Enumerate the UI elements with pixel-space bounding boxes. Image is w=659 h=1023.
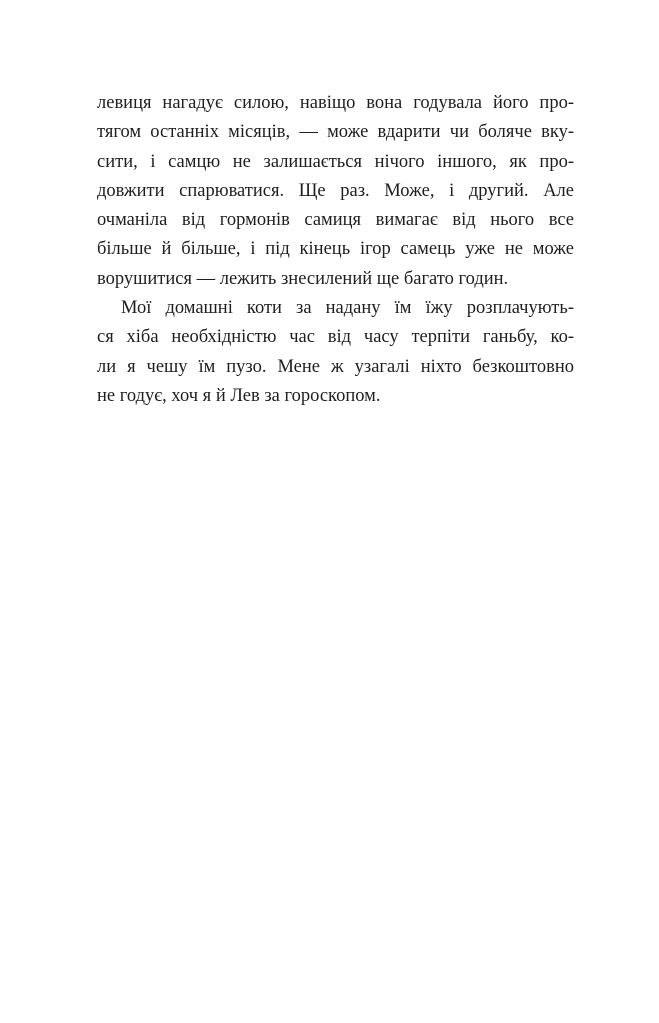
paragraph-1 [97, 89, 574, 294]
text-line: очманіла від гормонів самиця вимагає від нього все [97, 210, 574, 231]
text-line: сити, і самцю не залишається нічого іншого, як про- [97, 151, 574, 172]
paragraph-2 [97, 294, 574, 411]
text-line: Мої домашні коти за надану їм їжу розплачують- [121, 298, 574, 319]
text-line: не годує, хоч я й Лев за гороскопом. [97, 385, 381, 406]
text-line: тягом останніх місяців, — може вдарити чи боляче вку- [97, 122, 574, 143]
body-text [97, 89, 574, 411]
text-line: довжити спарюватися. Ще раз. Може, і другий. Але [97, 180, 574, 201]
text-line: ворушитися — лежить знесилений ще багато годин. [97, 268, 509, 289]
text-line: більше й більше, і під кінець ігор самець уже не може [97, 239, 574, 260]
text-line: ли я чешу їм пузо. Мене ж узагалі ніхто безкоштовно [97, 356, 574, 377]
text-line: ся хіба необхідністю час від часу терпіти ганьбу, ко- [97, 327, 574, 348]
text-line: левиця нагадує силою, навіщо вона годувала його про- [97, 93, 574, 113]
